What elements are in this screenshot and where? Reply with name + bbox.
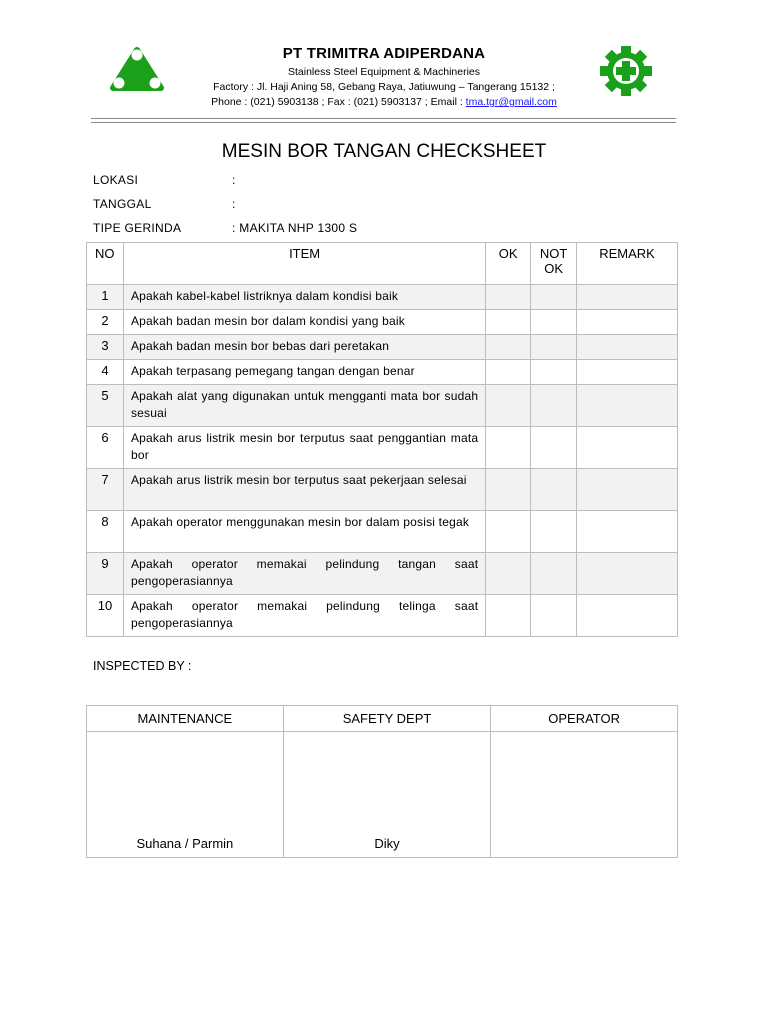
lokasi-value: : xyxy=(232,173,236,187)
row-number: 7 xyxy=(87,469,124,511)
row-number: 6 xyxy=(87,427,124,469)
maintenance-header: MAINTENANCE xyxy=(87,706,284,732)
row-number: 4 xyxy=(87,360,124,385)
remark-cell[interactable] xyxy=(577,335,678,360)
table-row xyxy=(87,427,678,469)
safety-dept-header: SAFETY DEPT xyxy=(283,706,491,732)
not-ok-cell[interactable] xyxy=(531,360,577,385)
row-item: Apakah arus listrik mesin bor terputus saat pekerjaan selesai xyxy=(123,469,485,511)
row-number: 10 xyxy=(87,595,124,637)
meta-tanggal xyxy=(93,197,236,211)
remark-cell[interactable] xyxy=(577,553,678,595)
row-item: Apakah badan mesin bor bebas dari peretakan xyxy=(123,335,485,360)
ok-cell[interactable] xyxy=(486,469,531,511)
signature-header-row xyxy=(87,706,678,732)
row-item: Apakah terpasang pemegang tangan dengan benar xyxy=(123,360,485,385)
table-row xyxy=(87,553,678,595)
header-remark: REMARK xyxy=(577,243,678,285)
not-ok-cell[interactable] xyxy=(531,385,577,427)
remark-cell[interactable] xyxy=(577,469,678,511)
ok-cell[interactable] xyxy=(486,360,531,385)
company-tagline: Stainless Steel Equipment & Machineries xyxy=(287,66,480,78)
maintenance-signature[interactable]: Suhana / Parmin xyxy=(87,732,284,858)
not-ok-cell[interactable] xyxy=(531,427,577,469)
operator-header: OPERATOR xyxy=(491,706,678,732)
header-item: ITEM xyxy=(123,243,485,285)
contact-phone-fax: Phone : (021) 5903138 ; Fax : (021) 5903137 ; Email : xyxy=(211,96,466,108)
tanggal-value: : xyxy=(232,197,236,211)
table-row xyxy=(87,360,678,385)
ok-cell[interactable] xyxy=(486,385,531,427)
document-title: MESIN BOR TANGAN CHECKSHEET xyxy=(221,141,547,162)
meta-tipe-gerinda xyxy=(93,221,357,235)
table-row xyxy=(87,335,678,360)
row-number: 9 xyxy=(87,553,124,595)
header-not-ok-line1: NOT xyxy=(539,246,568,261)
table-row xyxy=(87,511,678,553)
company-name: PT TRIMITRA ADIPERDANA xyxy=(282,45,486,62)
ok-cell[interactable] xyxy=(486,285,531,310)
remark-cell[interactable] xyxy=(577,285,678,310)
not-ok-cell[interactable] xyxy=(531,335,577,360)
ok-cell[interactable] xyxy=(486,553,531,595)
table-row xyxy=(87,595,678,637)
tipe-gerinda-value: : MAKITA NHP 1300 S xyxy=(232,221,358,235)
row-item: Apakah alat yang digunakan untuk mengganti mata bor sudah sesuai xyxy=(123,385,485,427)
table-row xyxy=(87,385,678,427)
ok-cell[interactable] xyxy=(486,335,531,360)
remark-cell[interactable] xyxy=(577,511,678,553)
header-no: NO xyxy=(87,243,124,285)
header-not-ok xyxy=(531,243,577,285)
remark-cell[interactable] xyxy=(577,427,678,469)
remark-cell[interactable] xyxy=(577,310,678,335)
ok-cell[interactable] xyxy=(486,427,531,469)
not-ok-cell[interactable] xyxy=(531,595,577,637)
remark-cell[interactable] xyxy=(577,385,678,427)
operator-signature[interactable] xyxy=(491,732,678,858)
row-number: 5 xyxy=(87,385,124,427)
ok-cell[interactable] xyxy=(486,310,531,335)
row-item: Apakah operator memakai pelindung telinga saat pengoperasiannya xyxy=(123,595,485,637)
company-address: Factory : Jl. Haji Aning 58, Gebang Raya, Jatiuwung – Tangerang 15132 ; xyxy=(213,81,555,93)
tanggal-label: TANGGAL xyxy=(93,197,152,211)
row-item: Apakah kabel-kabel listriknya dalam kondisi baik xyxy=(123,285,485,310)
table-row xyxy=(87,310,678,335)
not-ok-cell[interactable] xyxy=(531,310,577,335)
signature-row xyxy=(87,732,678,858)
row-item: Apakah arus listrik mesin bor terputus saat penggantian mata bor xyxy=(123,427,485,469)
header-not-ok-line2: OK xyxy=(544,261,564,276)
header-ok: OK xyxy=(486,243,531,285)
ok-cell[interactable] xyxy=(486,511,531,553)
header-divider-bottom xyxy=(91,122,676,123)
not-ok-cell[interactable] xyxy=(531,511,577,553)
company-contact xyxy=(0,96,768,108)
remark-cell[interactable] xyxy=(577,360,678,385)
table-row xyxy=(87,285,678,310)
ok-cell[interactable] xyxy=(486,595,531,637)
not-ok-cell[interactable] xyxy=(531,469,577,511)
checklist-header-row xyxy=(87,243,678,285)
row-number: 2 xyxy=(87,310,124,335)
meta-lokasi xyxy=(93,173,236,187)
email-link[interactable]: tma.tgr@gmail.com xyxy=(465,96,557,108)
tipe-gerinda-label: TIPE GERINDA xyxy=(93,221,182,235)
row-number: 8 xyxy=(87,511,124,553)
safety-dept-signature[interactable]: Diky xyxy=(283,732,491,858)
inspected-by-label: INSPECTED BY : xyxy=(93,659,192,673)
checklist-table xyxy=(86,242,678,637)
row-item: Apakah operator menggunakan mesin bor dalam posisi tegak xyxy=(123,511,485,553)
not-ok-cell[interactable] xyxy=(531,285,577,310)
not-ok-cell[interactable] xyxy=(531,553,577,595)
table-row xyxy=(87,469,678,511)
remark-cell[interactable] xyxy=(577,595,678,637)
signature-table xyxy=(86,705,678,858)
row-number: 1 xyxy=(87,285,124,310)
row-number: 3 xyxy=(87,335,124,360)
row-item: Apakah operator memakai pelindung tangan saat pengoperasiannya xyxy=(123,553,485,595)
lokasi-label: LOKASI xyxy=(93,173,139,187)
header-divider-top xyxy=(91,118,676,119)
row-item: Apakah badan mesin bor dalam kondisi yang baik xyxy=(123,310,485,335)
